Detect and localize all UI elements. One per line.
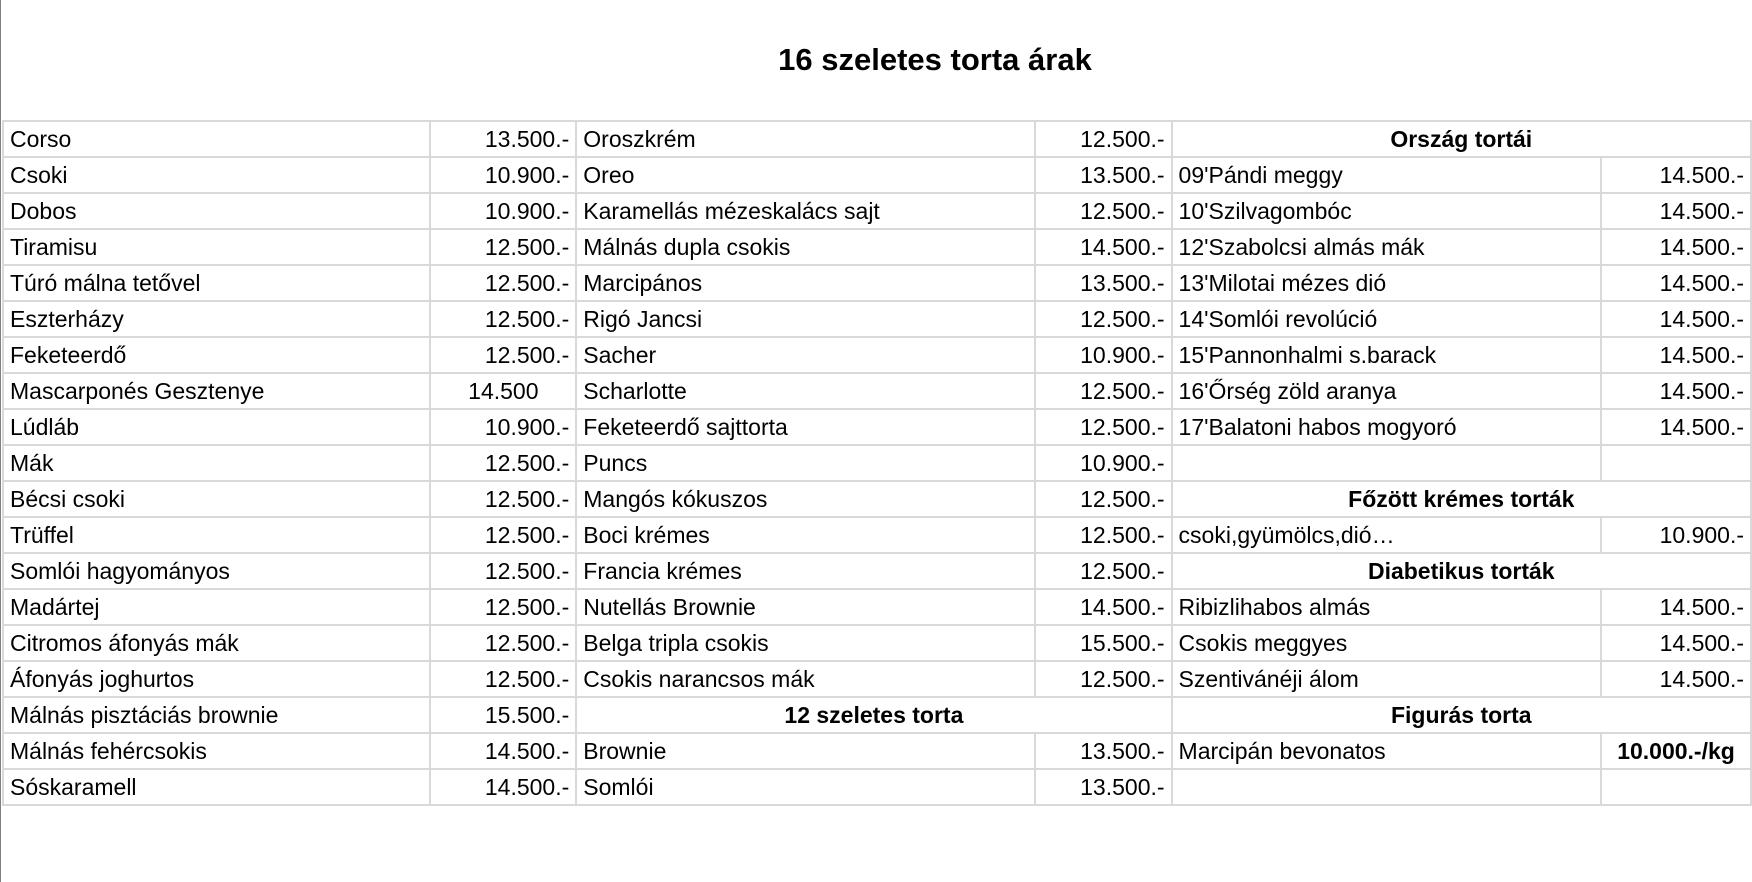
cake-name: Ribizlihabos almás	[1172, 589, 1601, 625]
table-row	[3, 409, 1751, 445]
cake-name: 16'Őrség zöld aranya	[1172, 373, 1601, 409]
cake-name: Sacher	[576, 337, 1034, 373]
cake-price: 14.500.-	[1601, 229, 1751, 265]
cake-name: Mascarponés Gesztenye	[3, 373, 430, 409]
cake-name: Trüffel	[3, 517, 430, 553]
cake-price: 12.500.-	[1035, 301, 1172, 337]
cake-price: 12.500.-	[1035, 517, 1172, 553]
cake-price: 14.500.-	[1035, 589, 1172, 625]
table-row	[3, 121, 1751, 157]
cake-price: 12.500.-	[430, 553, 576, 589]
table-row	[3, 697, 1751, 733]
cake-price: 14.500.-	[1601, 625, 1751, 661]
cake-price: 14.500.-	[1601, 409, 1751, 445]
cake-name: 13'Milotai mézes dió	[1172, 265, 1601, 301]
cake-name: Puncs	[576, 445, 1034, 481]
cake-price: 14.500.-	[1035, 229, 1172, 265]
cake-name: Feketeerdő	[3, 337, 430, 373]
cake-name: Málnás fehércsokis	[3, 733, 430, 769]
cake-price: 12.500.-	[430, 481, 576, 517]
cake-name: Eszterházy	[3, 301, 430, 337]
table-row	[3, 337, 1751, 373]
table-row	[3, 193, 1751, 229]
cake-name: Dobos	[3, 193, 430, 229]
cake-price: 12.500.-	[1035, 553, 1172, 589]
cake-name: Somlói hagyományos	[3, 553, 430, 589]
cake-name: Belga tripla csokis	[576, 625, 1034, 661]
cake-name: 15'Pannonhalmi s.barack	[1172, 337, 1601, 373]
section-header: Ország tortái	[1172, 121, 1751, 157]
cake-name: Rigó Jancsi	[576, 301, 1034, 337]
cake-price: 12.500.-	[1035, 661, 1172, 697]
table-row	[3, 517, 1751, 553]
cake-name: 17'Balatoni habos mogyoró	[1172, 409, 1601, 445]
cake-name: Oreo	[576, 157, 1034, 193]
cake-name: Karamellás mézeskalács sajt	[576, 193, 1034, 229]
cake-price: 14.500.-	[1601, 337, 1751, 373]
cake-name: Mangós kókuszos	[576, 481, 1034, 517]
cake-name: 14'Somlói revolúció	[1172, 301, 1601, 337]
cake-name: Szentivánéji álom	[1172, 661, 1601, 697]
cake-name: Corso	[3, 121, 430, 157]
table-row	[3, 589, 1751, 625]
cake-price: 10.900.-	[1601, 517, 1751, 553]
cake-name: Francia krémes	[576, 553, 1034, 589]
cake-price: 12.500.-	[430, 661, 576, 697]
cake-name: Boci krémes	[576, 517, 1034, 553]
cake-price: 10.900.-	[1035, 337, 1172, 373]
table-row	[3, 661, 1751, 697]
cake-price: 12.500.-	[1035, 409, 1172, 445]
sheet-left-border	[0, 0, 1, 882]
cake-price: 12.500.-	[430, 337, 576, 373]
cake-name: Nutellás Brownie	[576, 589, 1034, 625]
cake-name: Málnás dupla csokis	[576, 229, 1034, 265]
table-row	[3, 553, 1751, 589]
section-header: Főzött krémes torták	[1172, 481, 1751, 517]
section-header: Diabetikus torták	[1172, 553, 1751, 589]
cake-name: Scharlotte	[576, 373, 1034, 409]
empty-cell	[1601, 445, 1751, 481]
cake-price: 12.500.-	[1035, 373, 1172, 409]
cake-price: 12.500.-	[430, 625, 576, 661]
cake-price: 12.500.-	[1035, 481, 1172, 517]
cake-name: Lúdláb	[3, 409, 430, 445]
cake-name: Áfonyás joghurtos	[3, 661, 430, 697]
cake-price: 12.500.-	[430, 589, 576, 625]
cake-price: 12.500.-	[1035, 121, 1172, 157]
cake-name: Oroszkrém	[576, 121, 1034, 157]
cake-name: Feketeerdő sajttorta	[576, 409, 1034, 445]
table-row	[3, 229, 1751, 265]
cake-price: 12.500.-	[1035, 193, 1172, 229]
cake-price: 14.500.-	[1601, 373, 1751, 409]
cake-price: 14.500.-	[1601, 301, 1751, 337]
cake-price: 13.500.-	[1035, 265, 1172, 301]
table-row	[3, 373, 1751, 409]
empty-cell	[1601, 769, 1751, 805]
cake-price: 14.500.-	[1601, 589, 1751, 625]
cake-price: 13.500.-	[430, 121, 576, 157]
cake-name: Tiramisu	[3, 229, 430, 265]
cake-price: 14.500.-	[430, 769, 576, 805]
section-header-12-slice: 12 szeletes torta	[576, 697, 1171, 733]
empty-cell	[1172, 769, 1601, 805]
cake-price: 14.500.-	[1601, 157, 1751, 193]
cake-price: 14.500.-	[1601, 661, 1751, 697]
cake-price: 14.500	[430, 373, 576, 409]
table-row	[3, 481, 1751, 517]
cake-name: Csoki	[3, 157, 430, 193]
table-row	[3, 625, 1751, 661]
table-row	[3, 265, 1751, 301]
table-row	[3, 301, 1751, 337]
cake-price: 12.500.-	[430, 445, 576, 481]
price-table	[2, 120, 1752, 806]
cake-price: 15.500.-	[1035, 625, 1172, 661]
empty-cell	[1172, 445, 1601, 481]
cake-name: Túró málna tetővel	[3, 265, 430, 301]
cake-name: Marcipános	[576, 265, 1034, 301]
cake-price: 13.500.-	[1035, 769, 1172, 805]
cake-name: 12'Szabolcsi almás mák	[1172, 229, 1601, 265]
cake-price: 12.500.-	[430, 301, 576, 337]
page-title: 16 szeletes torta árak	[778, 42, 1092, 77]
cake-price: 14.500.-	[430, 733, 576, 769]
cake-name: Csokis narancsos mák	[576, 661, 1034, 697]
cake-price: 10.900.-	[1035, 445, 1172, 481]
cake-name: Brownie	[576, 733, 1034, 769]
cake-name: Mák	[3, 445, 430, 481]
cake-name: Somlói	[576, 769, 1034, 805]
cake-price: 15.500.-	[430, 697, 576, 733]
section-header: Figurás torta	[1172, 697, 1751, 733]
cake-price: 12.500.-	[430, 229, 576, 265]
cake-price: 14.500.-	[1601, 265, 1751, 301]
table-row	[3, 769, 1751, 805]
cake-price: 14.500.-	[1601, 193, 1751, 229]
cake-price: 10.900.-	[430, 193, 576, 229]
table-row	[3, 733, 1751, 769]
cake-price: 13.500.-	[1035, 157, 1172, 193]
cake-name: Madártej	[3, 589, 430, 625]
cake-name: Sóskaramell	[3, 769, 430, 805]
cake-name: Bécsi csoki	[3, 481, 430, 517]
cake-name: Citromos áfonyás mák	[3, 625, 430, 661]
cake-price: 10.900.-	[430, 157, 576, 193]
cake-name: Málnás pisztáciás brownie	[3, 697, 430, 733]
table-row	[3, 157, 1751, 193]
cake-name: Csokis meggyes	[1172, 625, 1601, 661]
cake-name: 09'Pándi meggy	[1172, 157, 1601, 193]
cake-price: 10.000.-/kg	[1601, 733, 1751, 769]
cake-name: Marcipán bevonatos	[1172, 733, 1601, 769]
cake-price: 13.500.-	[1035, 733, 1172, 769]
table-row	[3, 445, 1751, 481]
cake-name: csoki,gyümölcs,dió…	[1172, 517, 1601, 553]
cake-price: 12.500.-	[430, 265, 576, 301]
cake-name: 10'Szilvagombóc	[1172, 193, 1601, 229]
cake-price: 10.900.-	[430, 409, 576, 445]
cake-price: 12.500.-	[430, 517, 576, 553]
